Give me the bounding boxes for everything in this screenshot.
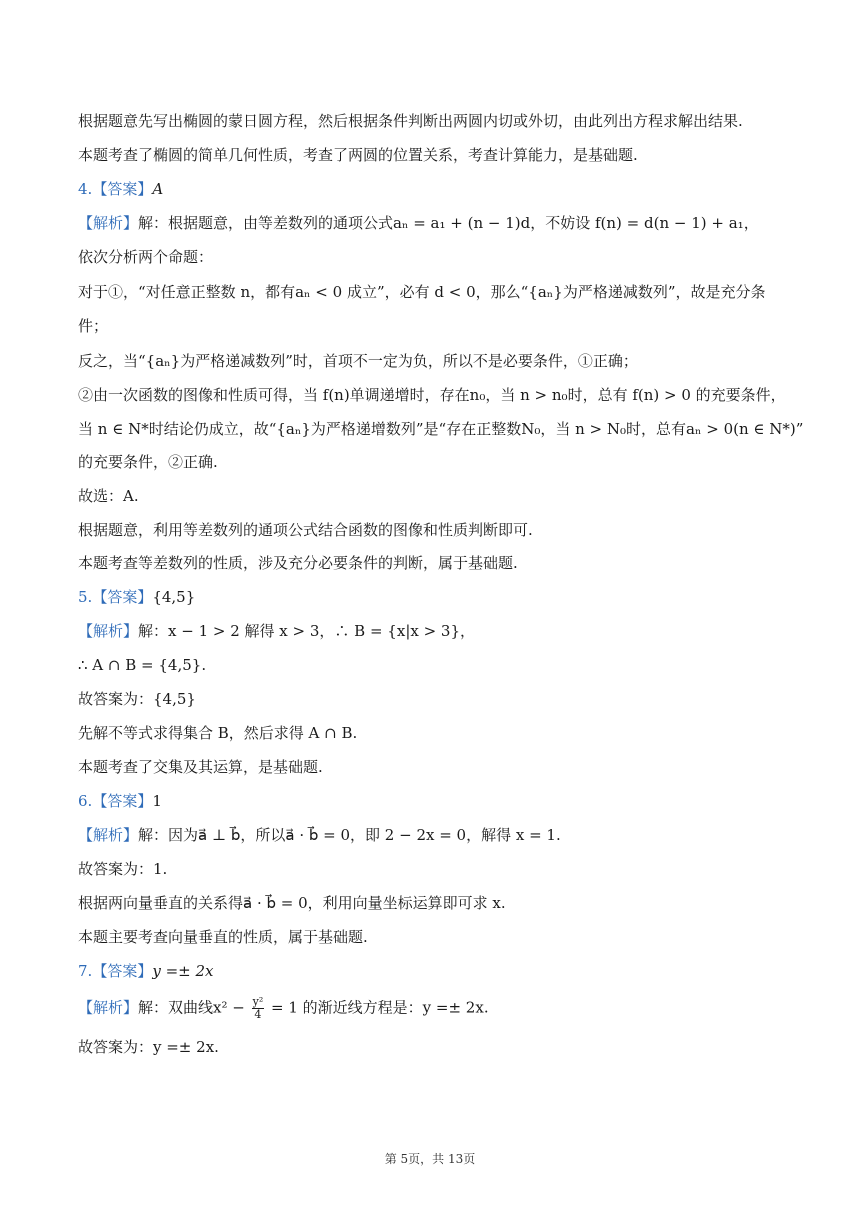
q4-text-4: 件；	[78, 317, 109, 335]
q5-analysis-line-1	[78, 620, 475, 642]
q5-text-1: 解：x − 1 > 2 解得 x > 3，∴ B = {x|x > 3}，	[138, 622, 476, 640]
q7-answer-tag: 【答案】	[92, 962, 153, 980]
q4-answer-line	[78, 178, 163, 200]
q4-text-10: 根据题意，利用等差数列的通项公式结合函数的图像和性质判断即可.	[78, 521, 533, 539]
q4-text-1: 解：根据题意，由等差数列的通项公式aₙ = a₁ + (n − 1)d，不妨设 f(n) = d(n − 1) + a₁，	[138, 214, 759, 232]
q6-text-3: 根据两向量垂直的关系得a⃗ · b⃗ = 0，利用向量坐标运算即可求 x.	[78, 894, 506, 912]
q7-analysis-tag: 【解析】	[78, 998, 139, 1017]
page-footer: 第 5页，共 13页	[384, 1152, 476, 1166]
q6-analysis-tag: 【解析】	[78, 826, 139, 844]
q6-analysis-line-1	[78, 824, 561, 846]
q4-analysis-tag: 【解析】	[78, 214, 139, 232]
q5-text-5: 本题考查了交集及其运算，是基础题.	[78, 758, 323, 776]
q4-number: 4.	[78, 180, 93, 198]
intro-line-2: 本题考查了椭圆的简单几何性质，考查了两圆的位置关系，考查计算能力，是基础题.	[78, 146, 638, 164]
q4-text-9: 故选：A.	[78, 487, 139, 505]
q7-text-1-pre: 解：双曲线x² −	[138, 998, 245, 1017]
q7-text-2: 故答案为：y =± 2x.	[78, 1038, 219, 1056]
q4-text-11: 本题考查等差数列的性质，涉及充分必要条件的判断，属于基础题.	[78, 554, 518, 572]
q4-text-8: 的充要条件，②正确.	[78, 453, 218, 471]
intro-line-1: 根据题意先写出椭圆的蒙日圆方程，然后根据条件判断出两圆内切或外切，由此列出方程求解出结果.	[78, 112, 743, 130]
q6-text-4: 本题主要考查向量垂直的性质，属于基础题.	[78, 928, 368, 946]
q4-text-5: 反之，当“{aₙ}为严格递减数列”时，首项不一定为负，所以不是必要条件，①正确；	[78, 352, 638, 370]
q6-answer-line	[78, 790, 162, 812]
q6-text-1: 解：因为a⃗ ⊥ b⃗，所以a⃗ · b⃗ = 0，即 2 − 2x = 0，解得 x = 1.	[138, 826, 561, 844]
q7-fraction-denominator: 4	[254, 1008, 262, 1021]
q4-text-3: 对于①，“对任意正整数 n，都有aₙ < 0 成立”，必有 d < 0，那么“{aₙ}为严格递减数列”，故是充分条	[78, 283, 766, 301]
q5-answer-line	[78, 586, 195, 608]
q5-answer-tag: 【答案】	[92, 588, 153, 606]
q7-analysis-line-1	[78, 996, 489, 1021]
q7-answer: y =± 2x	[152, 962, 214, 980]
q5-number: 5.	[78, 588, 93, 606]
q5-text-4: 先解不等式求得集合 B，然后求得 A ∩ B.	[78, 724, 358, 742]
q5-text-3: 故答案为：{4,5}	[78, 690, 196, 708]
q6-number: 6.	[78, 792, 93, 810]
q6-answer: 1	[152, 792, 162, 810]
q4-answer-tag: 【答案】	[92, 180, 153, 198]
q7-answer-line	[78, 960, 213, 982]
q7-fraction	[252, 996, 265, 1021]
q6-text-2: 故答案为：1.	[78, 860, 168, 878]
q4-text-7: 当 n ∈ N*时结论仍成立，故“{aₙ}为严格递增数列”是“存在正整数N₀，当 n > N₀时，总有aₙ > 0(n ∈ N*)”	[78, 420, 804, 438]
q7-text-1-post: = 1 的渐近线方程是：y =± 2x.	[271, 998, 489, 1017]
q5-answer: {4,5}	[152, 588, 196, 606]
q4-text-2: 依次分析两个命题：	[78, 248, 214, 266]
q5-text-2: ∴ A ∩ B = {4,5}.	[78, 656, 207, 674]
q6-answer-tag: 【答案】	[92, 792, 153, 810]
q5-analysis-tag: 【解析】	[78, 622, 139, 640]
q4-analysis-line-1	[78, 212, 759, 234]
q4-answer: A	[152, 180, 164, 198]
q7-number: 7.	[78, 962, 93, 980]
q4-text-6: ②由一次函数的图像和性质可得，当 f(n)单调递增时，存在n₀，当 n > n₀时，总有 f(n) > 0 的充要条件，	[78, 386, 786, 404]
q7-fraction-numerator: y²	[252, 995, 264, 1008]
